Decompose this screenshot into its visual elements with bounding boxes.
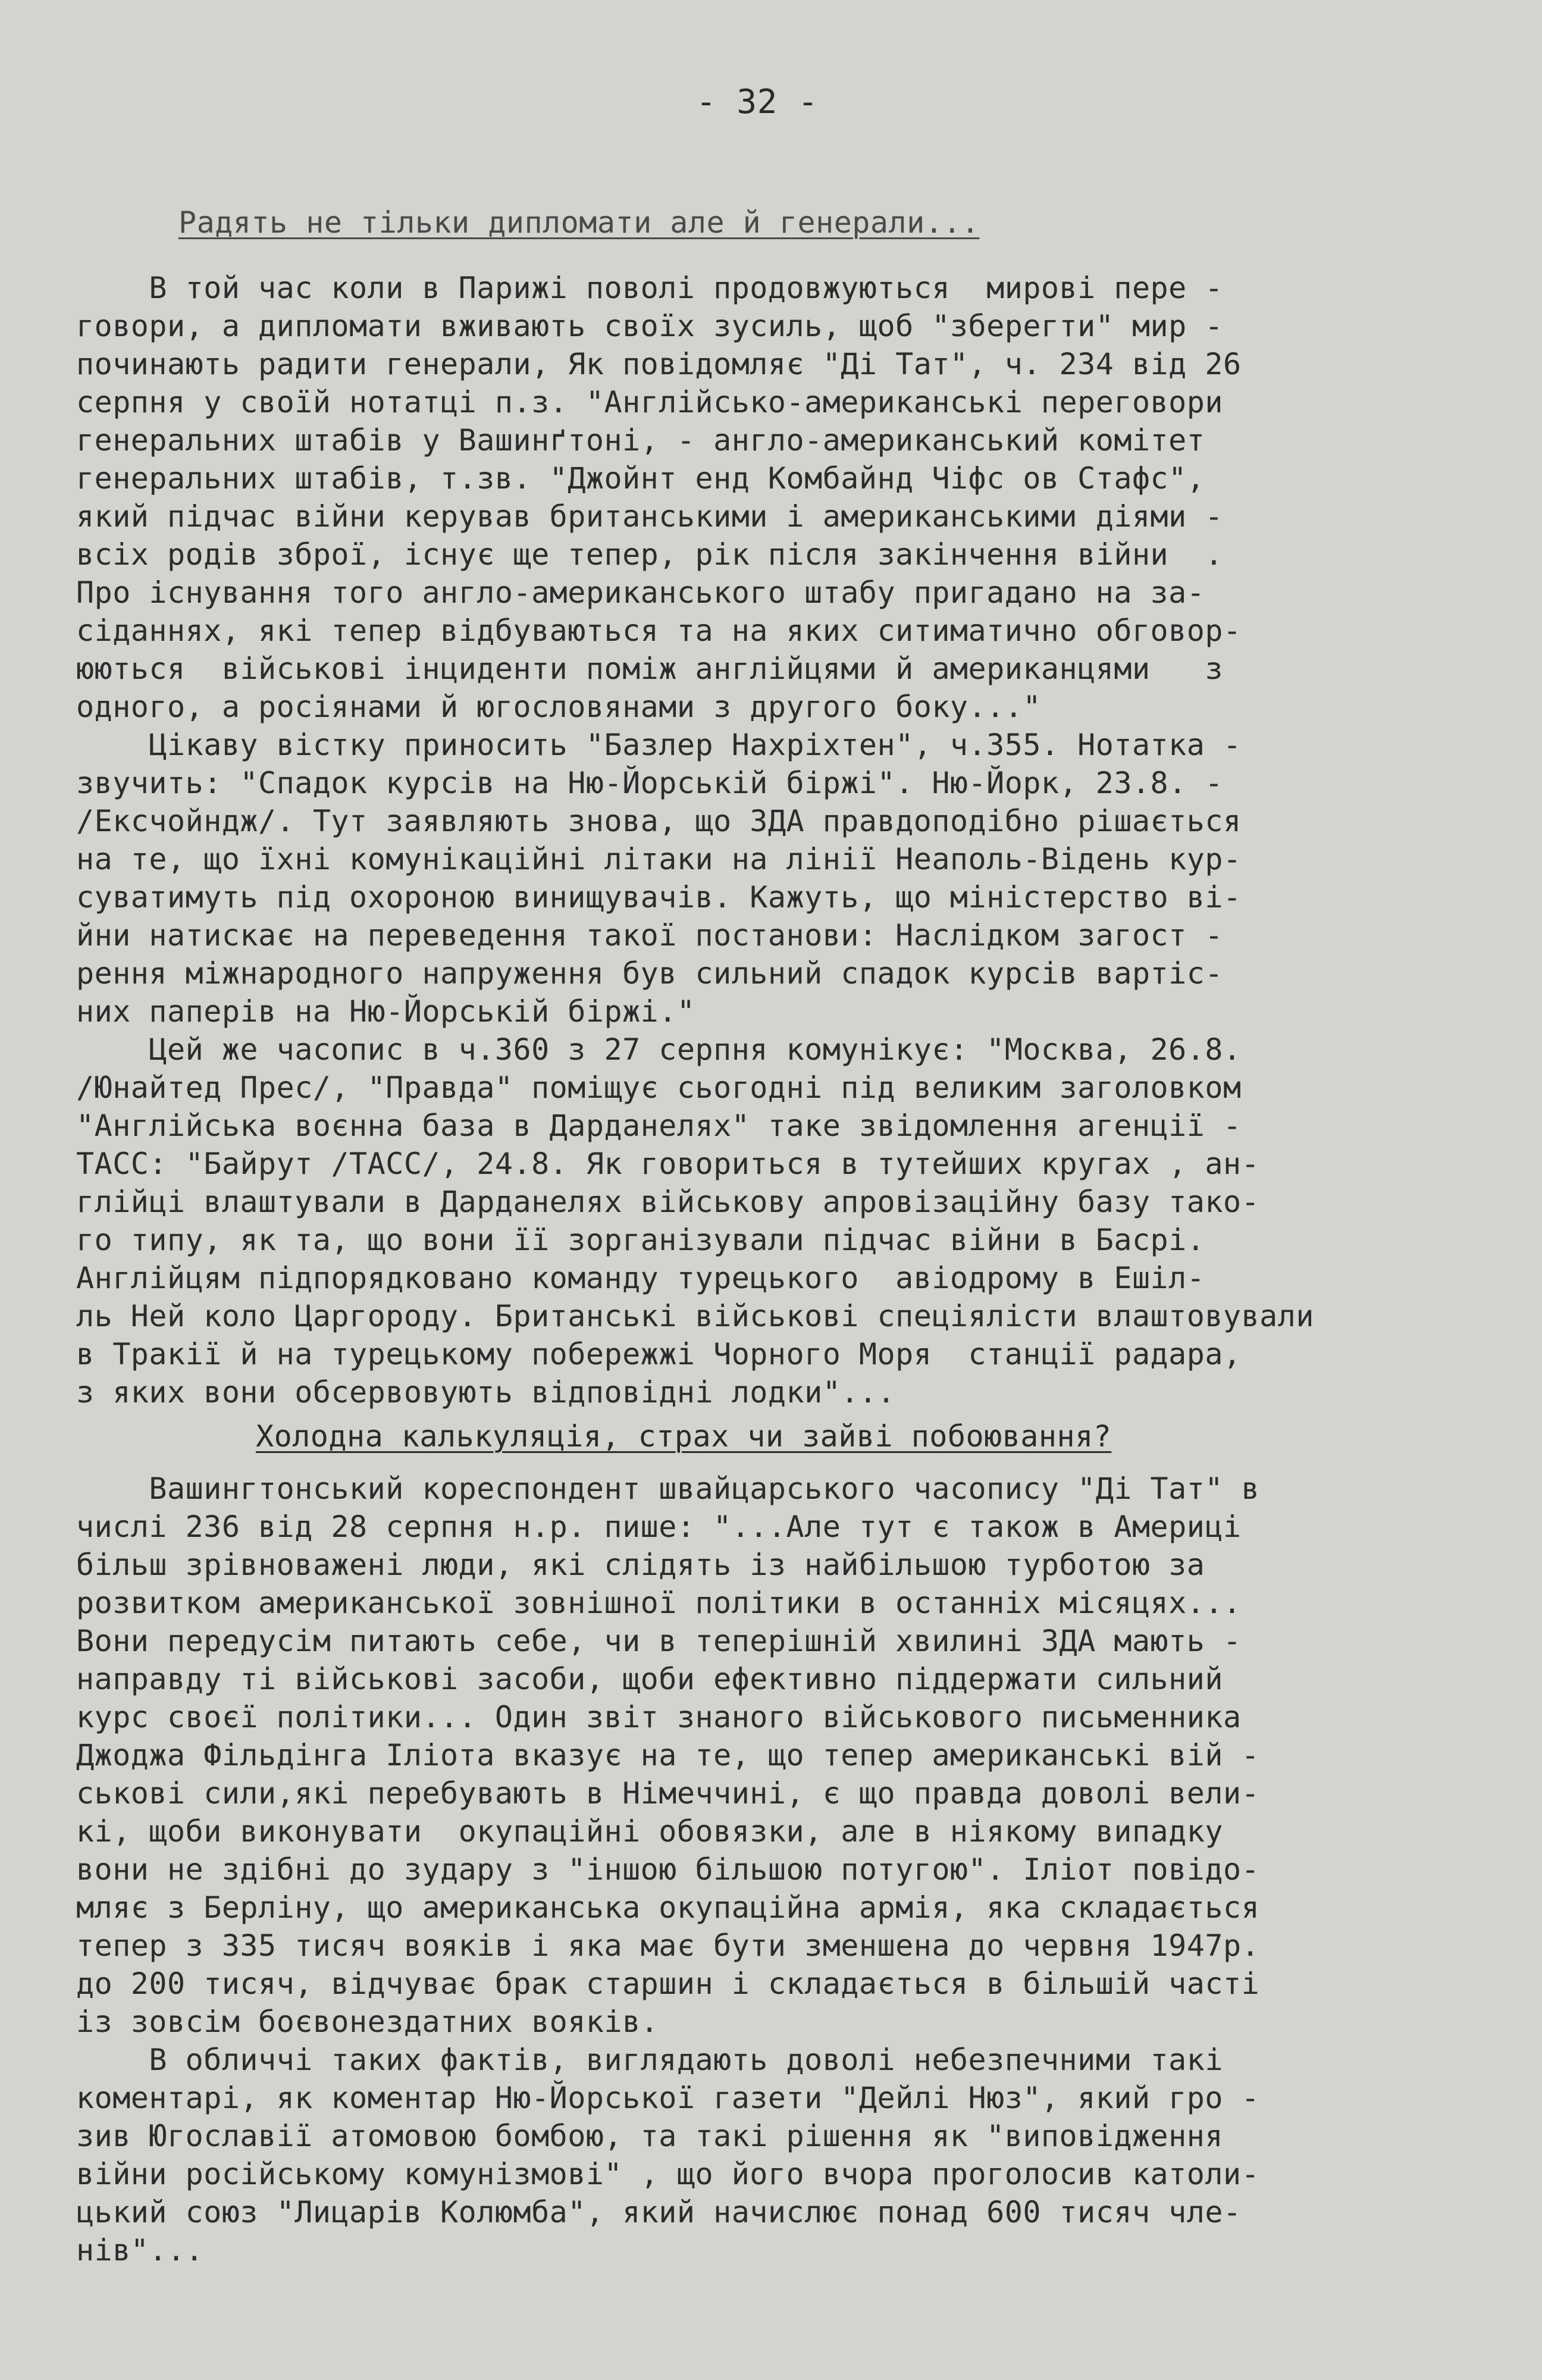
text-line: війни російському комунізмові" , що його вчора проголосив католи-	[76, 2157, 1260, 2191]
text-line: кі, щоби виконувати окупаційні обовязки, але в ніякому випадку	[76, 1814, 1223, 1849]
text-line: який підчас війни керував британськими і американськими діями -	[76, 499, 1223, 534]
text-line: розвитком американської зовнішної політики в останніх місяцях...	[76, 1586, 1242, 1620]
text-line: глійці влаштували в Дарданелях військову апровізаційну базу тако-	[76, 1185, 1260, 1219]
text-line: цький союз "Лицарів Колюмба", який начислює понад 600 тисяч чле-	[76, 2195, 1242, 2229]
text-line: зив Югославії атомовою бомбою, та такі рішення як "виповідження	[76, 2119, 1223, 2153]
text-line: Джоджа Фільдінга Іліота вказує на те, що тепер американські вій -	[76, 1738, 1260, 1773]
text-line: серпня у своїй нотатці п.з. "Англійсько-американські переговори	[76, 385, 1223, 419]
text-line: В обличчі таких фактів, виглядають доволі небезпечними такі	[76, 2043, 1223, 2077]
text-line: суватимуть під охороною винищувачів. Кажуть, що міністерство ві-	[76, 880, 1242, 915]
text-line: Вашингтонський кореспондент швайцарського часопису "Ді Тат" в	[76, 1471, 1260, 1506]
text-line: із зовсім боєвонездатних вояків.	[76, 2005, 659, 2039]
text-line: звучить: "Спадок курсів на Ню-Йорській біржі". Ню-Йорк, 23.8. -	[76, 766, 1223, 800]
text-line: з яких вони обсервовують відповідні лодки"...	[76, 1375, 896, 1410]
text-line: починають радити генерали, Як повідомляє "Ді Тат", ч. 234 від 26	[76, 347, 1242, 381]
text-line: вони не здібні до зудару з "іншою більшою потугою". Іліот повідо-	[76, 1852, 1260, 1887]
text-line: ТАСС: "Байрут /ТАСС/, 24.8. Як говориться в тутейших кругах , ан-	[76, 1147, 1260, 1181]
text-line: рення міжнародного напруження був сильний спадок курсів вартіс-	[76, 956, 1223, 991]
section-title-generals: Радять не тільки дипломати але й генерали...	[178, 205, 980, 240]
text-line: йни натискає на переведення такої постанови: Наслідком загост -	[76, 918, 1223, 953]
text-line: /Юнайтед Прес/, "Правда" поміщує сьогодні під великим заголовком	[76, 1070, 1242, 1105]
text-line: В той час коли в Парижі поволі продовжуються мирові пере -	[76, 271, 1223, 305]
text-line: генеральних штабів у Вашинґтоні, - англо-американський комітет	[76, 423, 1205, 458]
text-line: числі 236 від 28 серпня н.р. пише: "...Але тут є також в Америці	[76, 1510, 1242, 1544]
text-line: на те, що їхні комунікаційні літаки на лінії Неаполь-Відень кур-	[76, 842, 1242, 876]
text-line: них паперів на Ню-Йорській біржі."	[76, 994, 695, 1029]
text-line: /Ексчойндж/. Тут заявляють знова, що ЗДА правдоподібно рішається	[76, 804, 1242, 838]
text-line: нів"...	[76, 2233, 204, 2268]
text-line: Вони передусім питають себе, чи в теперішній хвилині ЗДА мають -	[76, 1624, 1242, 1658]
section-title-calculation: Холодна калькуляція, страх чи зайві побоювання?	[256, 1419, 1112, 1454]
text-line: до 200 тисяч, відчуває брак старшин і складається в більшій часті	[76, 1966, 1260, 2001]
text-line: в Тракії й на турецькому побережжі Чорного Моря станції радара,	[76, 1337, 1242, 1371]
text-line: говори, а дипломати вживають своїх зусиль, щоб "зберегти" мир -	[76, 309, 1223, 343]
text-line: коментарі, як коментар Ню-Йорської газети "Дейлі Нюз", який гро -	[76, 2081, 1260, 2115]
text-line: Цікаву вістку приносить "Базлер Нахріхтен", ч.355. Нотатка -	[76, 728, 1242, 762]
text-line: більш зрівноважені люди, які слідять із найбільшою турботою за	[76, 1548, 1205, 1582]
section-body-generals	[76, 269, 1450, 1411]
text-line: генеральних штабів, т.зв. "Джойнт енд Комбайнд Чіфс ов Стафс",	[76, 461, 1205, 496]
text-line: направду ті військові засоби, щоби ефективно піддержати сильний	[76, 1662, 1223, 1696]
text-line: Цей же часопис в ч.360 з 27 серпня комунікує: "Москва, 26.8.	[76, 1032, 1242, 1067]
text-line: ль Ней коло Царгороду. Британські військові спеціялісти влаштовували	[76, 1299, 1314, 1333]
section-body-calculation	[76, 1470, 1450, 2269]
text-line: сіданнях, які тепер відбуваються та на яких ситиматично обговор-	[76, 613, 1242, 648]
text-line: ськові сили,які перебувають в Німеччині, є що правда доволі вели-	[76, 1776, 1260, 1811]
text-line: одного, а росіянами й югословянами з другого боку..."	[76, 690, 1041, 724]
text-line: тепер з 335 тисяч вояків і яка має бути зменшена до червня 1947р.	[76, 1928, 1260, 1963]
text-line: Про існування того англо-американського штабу пригадано на за-	[76, 575, 1205, 610]
text-line: "Англійська воєнна база в Дарданелях" таке звідомлення агенції -	[76, 1108, 1242, 1143]
text-line: мляє з Берліну, що американська окупаційна армія, яка складається	[76, 1890, 1260, 1925]
text-line: всіх родів зброї, існує ще тепер, рік після закінчення війни .	[76, 537, 1223, 572]
text-line: Англійцям підпорядковано команду турецького авіодрому в Ешіл-	[76, 1261, 1205, 1295]
text-line: го типу, як та, що вони її зорганізували підчас війни в Басрі.	[76, 1223, 1205, 1257]
text-line: курс своєї політики... Один звіт знаного військового письменника	[76, 1700, 1242, 1734]
text-line: юються військові інциденти поміж англійцями й американцями з	[76, 652, 1223, 686]
page-number: - 32 -	[696, 83, 819, 121]
